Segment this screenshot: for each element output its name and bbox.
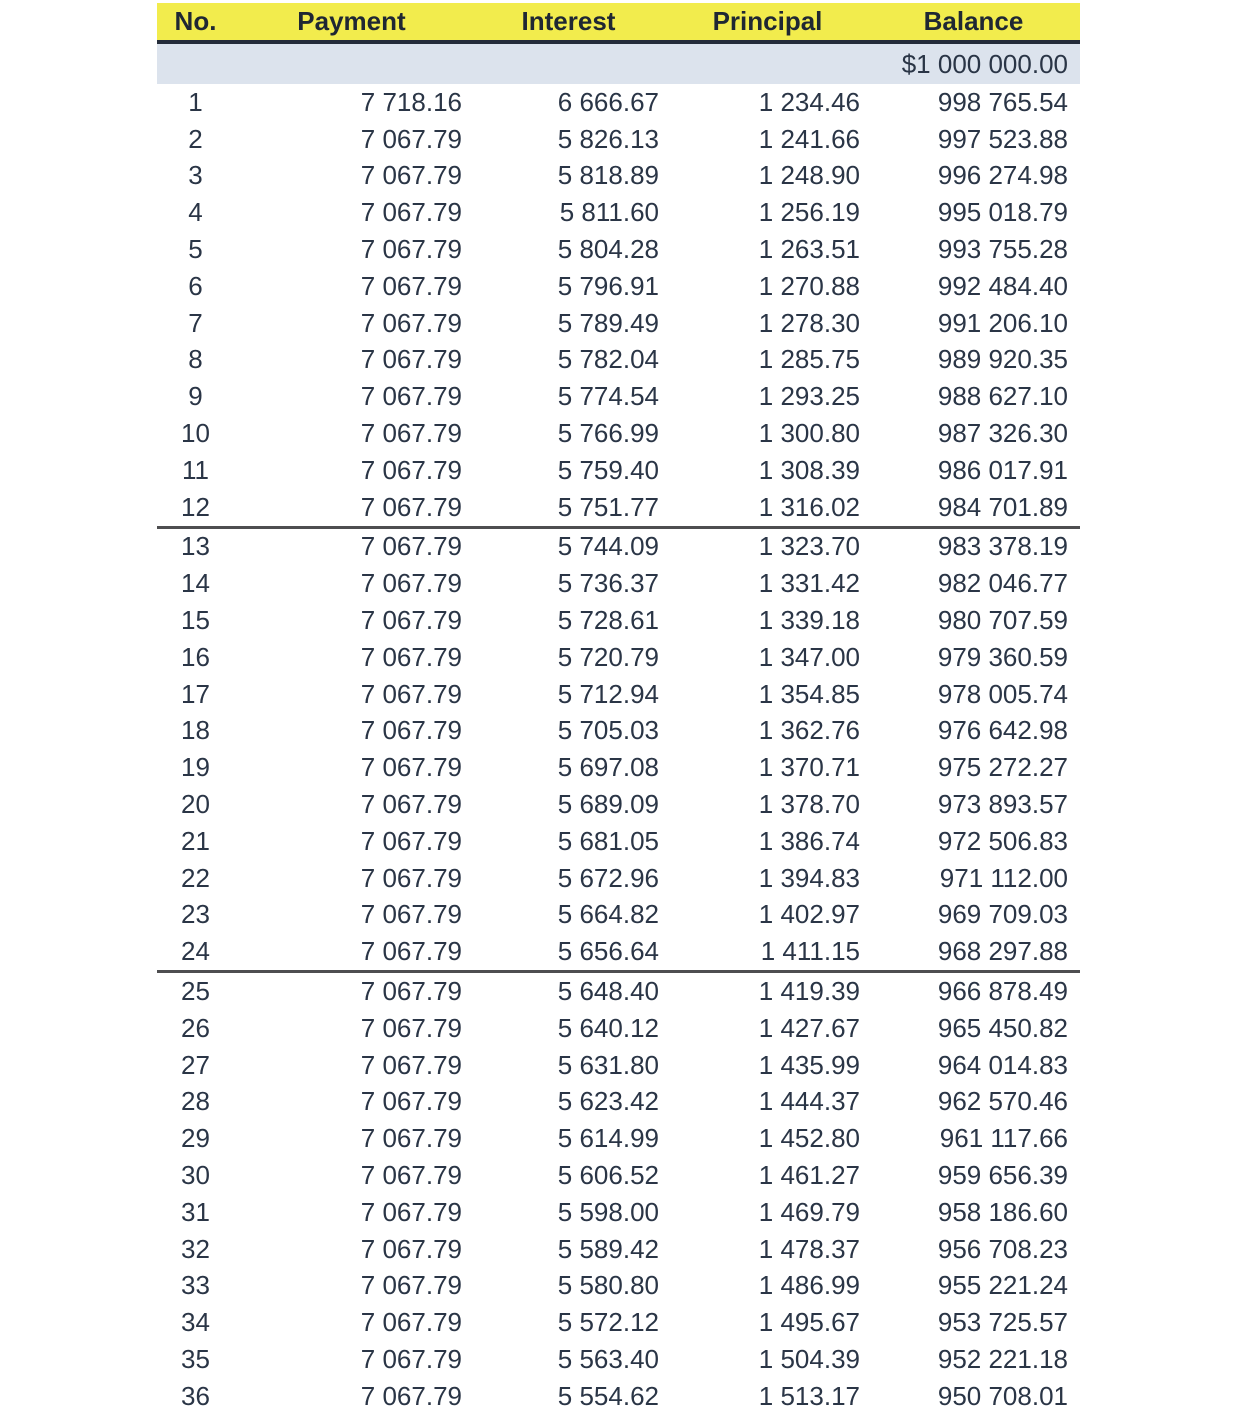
cell-no: 3 (188, 160, 203, 191)
cell-interest: 5 736.37 (557, 568, 659, 599)
cell-principal: 1 248.90 (758, 160, 860, 191)
cell-interest: 5 744.09 (469, 527, 668, 565)
cell-payment: 7 067.79 (234, 527, 469, 565)
cell-payment: 7 067.79 (360, 1049, 462, 1080)
cell-balance: 969 709.03 (937, 899, 1068, 930)
cell-payment: 7 067.79 (360, 418, 462, 449)
cell-balance: 966 878.49 (867, 972, 1080, 1010)
cell-principal: 1 300.80 (758, 418, 860, 449)
cell-balance: 965 450.82 (937, 1012, 1068, 1043)
cell-interest: 5 697.08 (557, 752, 659, 783)
table-row (157, 268, 1080, 305)
table-row (157, 1194, 1080, 1231)
table-row (157, 1378, 1080, 1412)
cell-payment: 7 067.79 (360, 123, 462, 154)
cell-no: 4 (188, 197, 203, 228)
cell-balance: 961 117.66 (939, 1123, 1068, 1154)
table-body (157, 42, 1080, 1412)
cell-balance: 964 014.83 (937, 1049, 1068, 1080)
cell-balance: 987 326.30 (937, 418, 1068, 449)
cell-no: 1 (188, 86, 203, 117)
cell-principal: 1 323.70 (668, 527, 867, 565)
cell-payment: 7 067.79 (360, 715, 462, 746)
cell-balance: 975 272.27 (937, 752, 1068, 783)
cell-principal: 1 316.02 (758, 491, 860, 522)
cell-payment: 7 067.79 (360, 491, 462, 522)
column-header-interest: Interest (469, 3, 668, 42)
cell-payment: 7 067.79 (360, 936, 462, 967)
cell-payment: 7 067.79 (360, 454, 462, 485)
cell-balance: 953 725.57 (937, 1307, 1068, 1338)
cell-interest: 5 782.04 (557, 344, 659, 375)
cell-interest: 5 759.40 (557, 454, 659, 485)
cell-payment: 7 067.79 (360, 344, 462, 375)
cell-balance: 950 708.01 (867, 1378, 1080, 1412)
cell-balance: 956 708.23 (937, 1233, 1068, 1264)
cell-balance: 962 570.46 (937, 1086, 1068, 1117)
cell-principal: 1 339.18 (758, 605, 860, 636)
cell-interest: 5 804.28 (557, 234, 659, 265)
cell-no: 14 (181, 568, 210, 599)
cell-no: 12 (181, 491, 210, 522)
cell-principal: 1 394.83 (758, 862, 860, 893)
cell-principal: 1 411.15 (760, 936, 860, 967)
cell-principal: 1 452.80 (758, 1123, 860, 1154)
cell-principal: 1 293.25 (758, 381, 860, 412)
cell-balance: 988 627.10 (937, 381, 1068, 412)
cell-balance: 952 221.18 (937, 1343, 1068, 1374)
table-row (157, 1304, 1080, 1341)
cell-no: 13 (157, 527, 234, 565)
cell-principal: 1 256.19 (758, 197, 860, 228)
column-header-principal: Principal (668, 3, 867, 42)
table-row (157, 1231, 1080, 1268)
cell-principal: 1 370.71 (758, 752, 860, 783)
cell-principal: 1 444.37 (758, 1086, 860, 1117)
table-row (157, 1010, 1080, 1047)
cell-payment: 7 067.79 (360, 1086, 462, 1117)
cell-payment: 7 067.79 (360, 568, 462, 599)
table-row (157, 489, 1080, 527)
cell-principal: 1 427.67 (758, 1012, 860, 1043)
cell-principal: 1 386.74 (758, 825, 860, 856)
table-row (157, 786, 1080, 823)
table-row (157, 452, 1080, 489)
cell-no: 17 (181, 678, 210, 709)
cell-balance: 959 656.39 (937, 1160, 1068, 1190)
cell-no: 7 (188, 307, 203, 338)
cell-principal: 1 234.46 (758, 86, 860, 117)
cell-principal: 1 378.70 (758, 789, 860, 820)
cell-principal: 1 362.76 (758, 715, 860, 746)
cell-no: 18 (181, 715, 210, 746)
cell-no: 27 (181, 1049, 210, 1080)
cell-principal: 1 263.51 (758, 234, 860, 265)
cell-payment: 7 067.79 (360, 307, 462, 338)
cell-no: 5 (188, 234, 203, 265)
cell-no: 23 (181, 899, 210, 930)
cell-interest: 5 712.94 (557, 678, 659, 709)
cell-payment: 7 067.79 (360, 1012, 462, 1043)
cell-balance: 982 046.77 (937, 568, 1068, 599)
cell-principal: 1 270.88 (758, 270, 860, 301)
cell-interest: 5 705.03 (557, 715, 659, 746)
cell-no: 35 (181, 1343, 210, 1374)
table-row (157, 676, 1080, 713)
table-row (157, 231, 1080, 268)
cell-principal: 1 486.99 (758, 1270, 860, 1301)
table-row (157, 1341, 1080, 1378)
cell-interest: 5 563.40 (557, 1343, 659, 1374)
cell-balance: 972 506.83 (937, 825, 1068, 856)
cell-interest: 5 681.05 (557, 825, 659, 856)
cell-interest: 5 811.60 (559, 197, 659, 228)
cell-balance: 973 893.57 (937, 789, 1068, 820)
cell-interest: 5 648.40 (469, 972, 668, 1010)
cell-interest: 5 774.54 (557, 381, 659, 412)
cell-no: 15 (181, 605, 210, 636)
cell-principal: 1 354.85 (758, 678, 860, 709)
cell-payment: 7 067.79 (360, 678, 462, 709)
cell-principal: 1 285.75 (758, 344, 860, 375)
cell-payment: 7 067.79 (360, 1270, 462, 1301)
cell-balance: 976 642.98 (937, 715, 1068, 746)
column-header-payment: Payment (234, 3, 469, 42)
cell-balance: 989 920.35 (937, 344, 1068, 375)
cell-balance: 978 005.74 (937, 678, 1068, 709)
table-row (157, 749, 1080, 786)
cell-payment: 7 067.79 (360, 605, 462, 636)
cell-payment: 7 067.79 (234, 1378, 469, 1412)
cell-no: 10 (181, 418, 210, 449)
cell-no: 20 (181, 789, 210, 820)
cell-principal: 1 347.00 (758, 641, 860, 672)
cell-balance: 993 755.28 (937, 234, 1068, 265)
cell-interest: 5 751.77 (557, 491, 659, 522)
cell-interest: 5 606.52 (557, 1160, 659, 1190)
table-row (157, 158, 1080, 195)
table-row (157, 1268, 1080, 1305)
cell-payment: 7 067.79 (360, 270, 462, 301)
cell-no: 32 (181, 1233, 210, 1264)
cell-balance: 971 112.00 (939, 862, 1068, 893)
cell-no: 36 (157, 1378, 234, 1412)
cell-payment: 7 067.79 (360, 1196, 462, 1227)
cell-balance: 968 297.88 (937, 936, 1068, 967)
cell-payment: 7 067.79 (360, 1233, 462, 1264)
table-row (157, 305, 1080, 342)
cell-principal: 1 461.27 (758, 1160, 860, 1190)
cell-interest: 5 796.91 (557, 270, 659, 301)
cell-no: 2 (188, 123, 203, 154)
cell-interest: 6 666.67 (557, 86, 659, 117)
cell-balance: 955 221.24 (937, 1270, 1068, 1301)
table-row (157, 1120, 1080, 1157)
cell-interest: 5 728.61 (557, 605, 659, 636)
cell-no: 6 (188, 270, 203, 301)
cell-payment: 7 067.79 (360, 160, 462, 191)
amortization-table (157, 3, 1080, 1412)
cell-no: 8 (188, 344, 203, 375)
cell-payment: 7 067.79 (360, 899, 462, 930)
cell-no: 30 (181, 1160, 210, 1190)
cell-no: 19 (181, 752, 210, 783)
cell-interest: 5 589.42 (557, 1233, 659, 1264)
cell-no: 34 (181, 1307, 210, 1338)
cell-payment: 7 067.79 (360, 197, 462, 228)
opening-balance-row (157, 42, 1080, 84)
cell-balance: 996 274.98 (937, 160, 1068, 191)
table-row (157, 565, 1080, 602)
cell-no: 22 (181, 862, 210, 893)
cell-principal: 1 241.66 (758, 123, 860, 154)
table-row (157, 1157, 1080, 1194)
cell-payment: 7 067.79 (360, 752, 462, 783)
table-row (157, 639, 1080, 676)
cell-balance: 983 378.19 (867, 527, 1080, 565)
header-row (157, 3, 1080, 42)
cell-no: 29 (181, 1123, 210, 1154)
cell-interest: 5 614.99 (557, 1123, 659, 1154)
cell-payment: 7 067.79 (360, 789, 462, 820)
cell-payment: 7 067.79 (360, 1307, 462, 1338)
cell-balance: 958 186.60 (937, 1196, 1068, 1227)
cell-interest: 5 554.62 (469, 1378, 668, 1412)
cell-interest: 5 720.79 (557, 641, 659, 672)
cell-payment: 7 067.79 (360, 1160, 462, 1190)
cell-payment: 7 067.79 (360, 825, 462, 856)
table-row (157, 713, 1080, 750)
cell-principal (668, 42, 867, 84)
cell-principal: 1 513.17 (668, 1378, 867, 1412)
cell-interest: 5 826.13 (557, 123, 659, 154)
cell-payment: 7 067.79 (360, 1343, 462, 1374)
cell-interest: 5 580.80 (557, 1270, 659, 1301)
cell-balance: 991 206.10 (937, 307, 1068, 338)
cell-principal: 1 278.30 (758, 307, 860, 338)
cell-principal: 1 469.79 (758, 1196, 860, 1227)
table-row (157, 602, 1080, 639)
cell-balance: 997 523.88 (937, 123, 1068, 154)
cell-interest: 5 818.89 (557, 160, 659, 191)
cell-payment: 7 067.79 (360, 641, 462, 672)
cell-balance: 984 701.89 (937, 491, 1068, 522)
cell-interest: 5 689.09 (557, 789, 659, 820)
cell-payment: 7 718.16 (360, 86, 462, 117)
column-header-balance: Balance (867, 3, 1080, 42)
cell-interest (469, 42, 668, 84)
column-header-no: No. (157, 3, 234, 42)
table-header (157, 3, 1080, 42)
cell-balance: 986 017.91 (937, 454, 1068, 485)
cell-principal: 1 495.67 (758, 1307, 860, 1338)
cell-balance: 979 360.59 (937, 641, 1068, 672)
cell-principal: 1 331.42 (758, 568, 860, 599)
cell-payment: 7 067.79 (360, 381, 462, 412)
cell-interest: 5 631.80 (557, 1049, 659, 1080)
cell-no: 28 (181, 1086, 210, 1117)
cell-interest: 5 623.42 (557, 1086, 659, 1117)
table-row (157, 378, 1080, 415)
table-row (157, 84, 1080, 121)
table-row (157, 1047, 1080, 1084)
cell-interest: 5 598.00 (557, 1196, 659, 1227)
cell-payment: 7 067.79 (360, 862, 462, 893)
cell-interest: 5 766.99 (557, 418, 659, 449)
cell-opening-balance: $1 000 000.00 (867, 42, 1080, 84)
cell-payment: 7 067.79 (360, 234, 462, 265)
cell-interest: 5 656.64 (557, 936, 659, 967)
table-row (157, 121, 1080, 158)
table-row (157, 860, 1080, 897)
table-row (157, 415, 1080, 452)
cell-balance: 992 484.40 (937, 270, 1068, 301)
cell-no: 31 (181, 1196, 210, 1227)
cell-no: 26 (181, 1012, 210, 1043)
table-row (157, 342, 1080, 379)
cell-principal: 1 402.97 (758, 899, 860, 930)
table-row (157, 527, 1080, 565)
table-row (157, 823, 1080, 860)
cell-no: 11 (182, 454, 209, 485)
table-row (157, 1084, 1080, 1121)
cell-no (157, 42, 234, 84)
cell-principal: 1 435.99 (758, 1049, 860, 1080)
table-row (157, 972, 1080, 1010)
cell-interest: 5 672.96 (557, 862, 659, 893)
cell-no: 9 (188, 381, 203, 412)
cell-payment: 7 067.79 (360, 1123, 462, 1154)
cell-no: 33 (181, 1270, 210, 1301)
cell-no: 25 (157, 972, 234, 1010)
table-row (157, 897, 1080, 934)
cell-principal: 1 478.37 (758, 1233, 860, 1264)
cell-balance: 980 707.59 (937, 605, 1068, 636)
table-row (157, 933, 1080, 971)
cell-principal: 1 504.39 (758, 1343, 860, 1374)
cell-payment: 7 067.79 (234, 972, 469, 1010)
cell-no: 21 (181, 825, 210, 856)
cell-no: 16 (181, 641, 210, 672)
cell-interest: 5 789.49 (557, 307, 659, 338)
cell-principal: 1 308.39 (758, 454, 860, 485)
cell-no: 24 (181, 936, 210, 967)
cell-payment (234, 42, 469, 84)
cell-interest: 5 664.82 (557, 899, 659, 930)
cell-balance: 995 018.79 (937, 197, 1068, 228)
cell-interest: 5 572.12 (557, 1307, 659, 1338)
table-row (157, 194, 1080, 231)
cell-principal: 1 419.39 (668, 972, 867, 1010)
cell-interest: 5 640.12 (557, 1012, 659, 1043)
cell-balance: 998 765.54 (937, 86, 1068, 117)
